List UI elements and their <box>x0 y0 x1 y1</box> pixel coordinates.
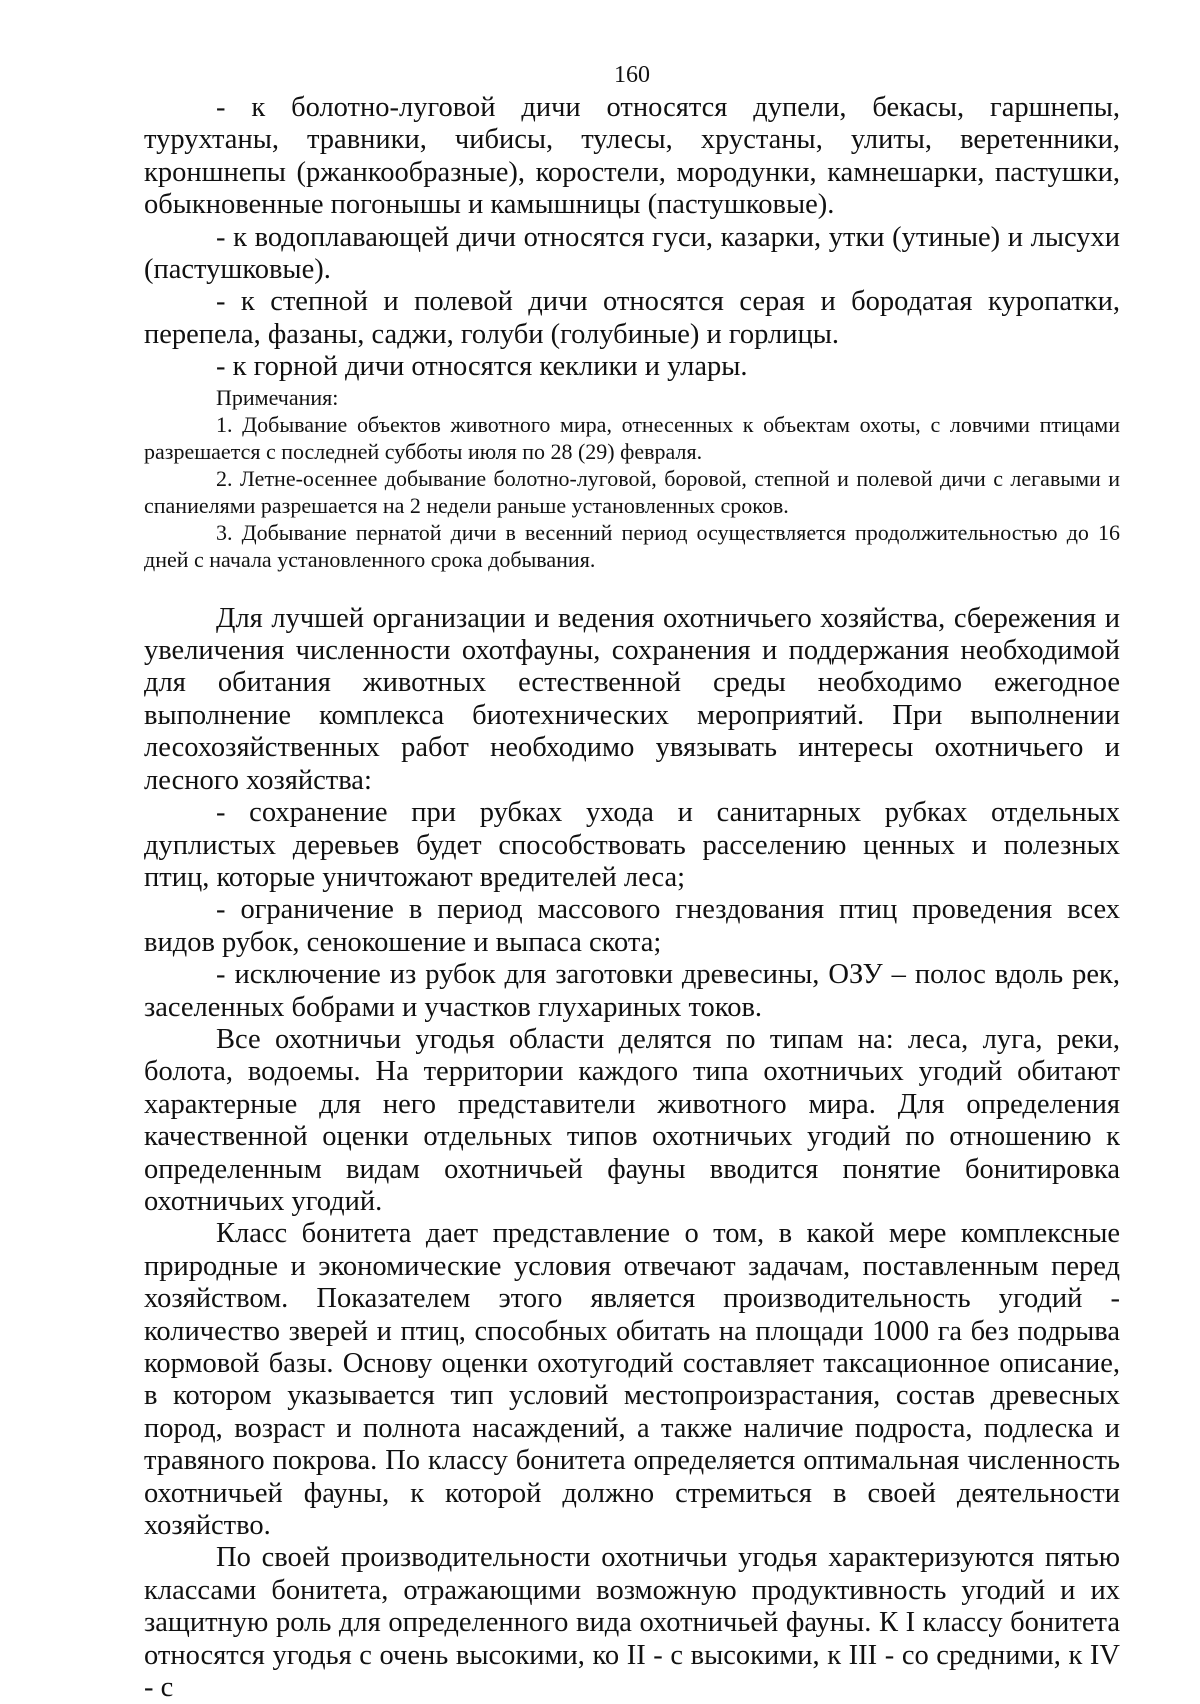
document-page <box>144 60 1120 1704</box>
paragraph-bonitet-class: Класс бонитета дает представление о том, в какой мере комплексные природные и экономические условия отвечают задачам, поставленным перед хозяйством. Показателем этого является производительность угодий - количество зверей и птиц, способных обитать на площади 1000 га без подрыва кормовой базы. Основу оценки охотугодий составляет таксационное описание, в котором указывается тип условий местопроизрастания, состав древесных пород, возраст и полнота насаждений, а также наличие подроста, подлеска и травяного покрова. По классу бонитета определяется оптимальная численность охотничьей фауны, к которой должно стремиться в своей деятельности хозяйство. <box>144 1218 1120 1542</box>
list-item-nesting-restriction: - ограничение в период массового гнездования птиц проведения всех видов рубок, сенокошение и выпаса скота; <box>144 894 1120 958</box>
list-item-marsh-game: - к болотно-луговой дичи относятся дупели, бекасы, гаршнепы, турухтаны, травники, чибисы, тулесы, хрустаны, улиты, веретенники, кроншнепы (ржанкообразные), коростели, мородунки, камнешарки, пастушки, обыкновенные погонышы и камышницы (пастушковые). <box>144 92 1120 221</box>
list-item-hollow-trees: - сохранение при рубках ухода и санитарных рубках отдельных дуплистых деревьев будет способствовать расселению ценных и полезных птиц, которые уничтожают вредителей леса; <box>144 797 1120 893</box>
note-2: 2. Летне-осеннее добывание болотно-луговой, боровой, степной и полевой дичи с легавыми и спаниелями разрешается на 2 недели раньше установленных сроков. <box>144 465 1120 518</box>
note-1: 1. Добывание объектов животного мира, отнесенных к объектам охоты, с ловчими птицами разрешается с последней субботы июля по 28 (29) февраля. <box>144 411 1120 464</box>
list-item-steppe-game: - к степной и полевой дичи относятся серая и бородатая куропатки, перепела, фазаны, саджи, голуби (голубиные) и горлицы. <box>144 286 1120 350</box>
paragraph-biotechnical: Для лучшей организации и ведения охотничьего хозяйства, сбережения и увеличения численности охотфауны, сохранения и поддержания необходимой для обитания животных естественной среды необходимо ежегодное выполнение комплекса биотехнических мероприятий. При выполнении лесохозяйственных работ необходимо увязывать интересы охотничьего и лесного хозяйства: <box>144 602 1120 796</box>
page-number: 160 <box>614 62 650 88</box>
section-spacer <box>144 573 1120 603</box>
paragraph-productivity: По своей производительности охотничьи угодья характеризуются пятью классами бонитета, отражающими возможную продуктивность угодий и их защитную роль для определенного вида охотничьей фауны. К I классу бонитета относятся угодья с очень высокими, ко II - с высокими, к III - со средними, к IV - с <box>144 1542 1120 1704</box>
list-item-mountain-game: - к горной дичи относятся кеклики и улары. <box>216 351 748 383</box>
note-3: 3. Добывание пернатой дичи в весенний период осуществляется продолжительностью до 16 дней с начала установленного срока добывания. <box>144 519 1120 572</box>
list-item-exclusion: - исключение из рубок для заготовки древесины, ОЗУ – полос вдоль рек, заселенных бобрами и участков глухариных токов. <box>144 959 1120 1023</box>
list-item-waterfowl: - к водоплавающей дичи относятся гуси, казарки, утки (утиные) и лысухи (пастушковые). <box>144 221 1120 286</box>
paragraph-hunting-lands-types: Все охотничьи угодья области делятся по типам на: леса, луга, реки, болота, водоемы. На территории каждого типа охотничьих угодий обитают характерные для него представители животного мира. Для определения качественной оценки отдельных типов охотничьих угодий по отношению к определенным видам охотничьей фауны вводится понятие бонитировка охотничьих угодий. <box>144 1023 1120 1217</box>
notes-heading: Примечания: <box>216 384 339 410</box>
